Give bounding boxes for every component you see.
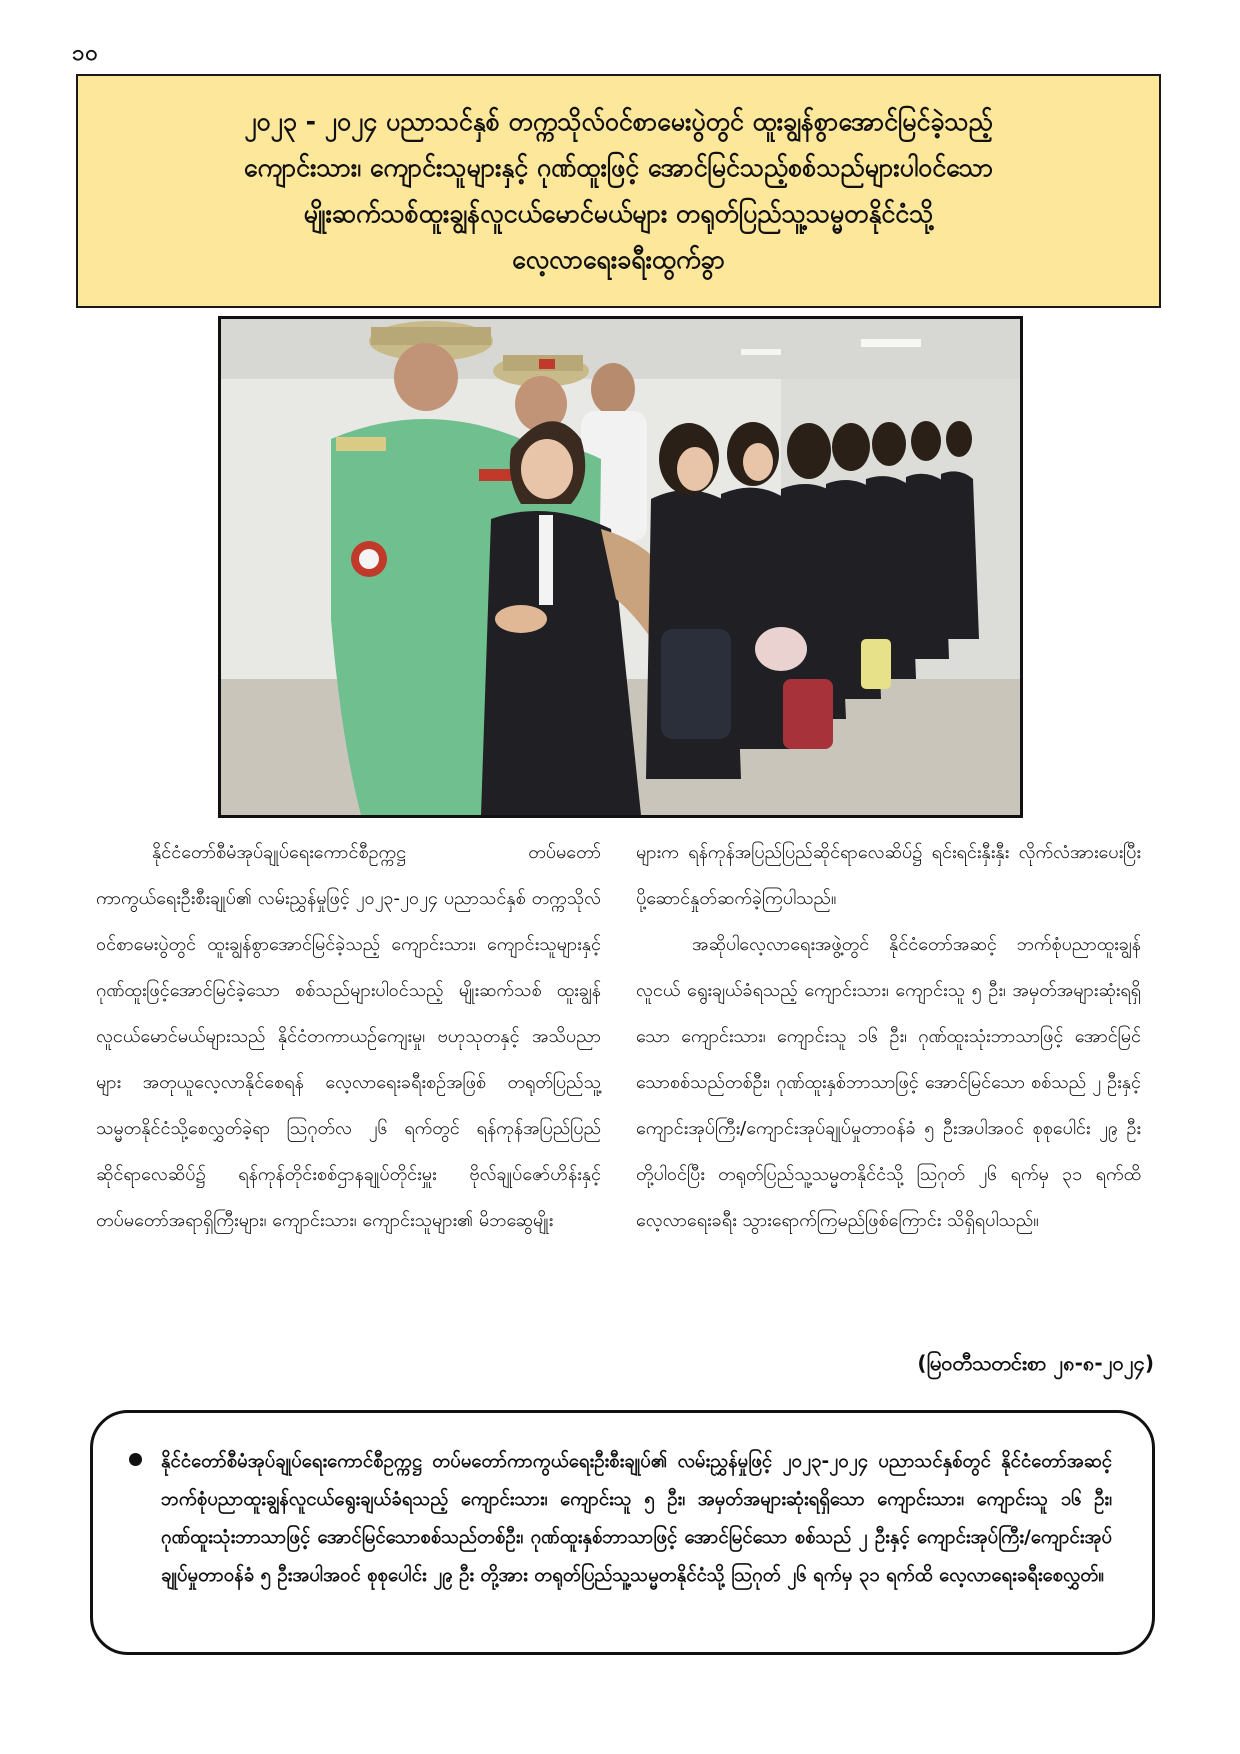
headline-line-1: ၂၀၂၃ - ၂၀၂၄ ပညာသင်နှစ် တက္ကသိုလ်ဝင်စာမေးပွဲတွင် ထူးချွန်စွာအောင်မြင်ခဲ့သည့် [244,107,993,136]
headline-line-2: ကျောင်းသား၊ ကျောင်းသူများနှင့် ဂုဏ်ထူးဖြင့် အောင်မြင်သည့်စစ်သည်များပါဝင်သော [243,153,994,182]
headline-line-3: မျိုးဆက်သစ်ထူးချွန်လူငယ်မောင်မယ်များ တရုတ်ပြည်သူ့သမ္မတနိုင်ငံသို့ [303,199,934,228]
article-column-right [636,830,1141,1244]
headline-box [76,74,1161,308]
article-paragraph-1-continued: များက ရန်ကုန်အပြည်ပြည်ဆိုင်ရာလေဆိပ်၌ ရင်းရင်းနှီးနှီး လိုက်လံအားပေးပြီး ပို့ဆောင်နှုတ်ဆက်ခဲ့ကြပါသည်။ [636,842,1141,909]
bullet-icon [129,1453,142,1466]
article-column-left [96,830,601,1244]
article-body [96,830,1156,1350]
summary-text: နိုင်ငံတော်စီမံအုပ်ချုပ်ရေးကောင်စီဥက္ကဋ္ဌ တပ်မတော်ကာကွယ်ရေးဦးစီးချုပ်၏ လမ်းညွှန်မှုဖြင့် ၂၀၂၃-၂၀၂၄ ပညာသင်နှစ်တွင် နိုင်ငံတော်အဆင့်ဘက်စုံပညာထူးချွန်လူငယ်ရွေးချယ်ခံရသည့် ကျောင်းသား၊ ကျောင်းသူ ၅ ဦး၊ အမှတ်အများဆုံးရရှိသော ကျောင်းသား၊ ကျောင်းသူ ၁၆ ဦး၊ ဂုဏ်ထူးသုံးဘာသာဖြင့် အောင်မြင်သောစစ်သည်တစ်ဦး၊ ဂုဏ်ထူးနှစ်ဘာသာဖြင့် အောင်မြင်သော စစ်သည် ၂ ဦးနှင့် ကျောင်းအုပ်ကြီး/ကျောင်းအုပ်ချုပ်မှုတာဝန်ခံ ၅ ဦးအပါအဝင် စုစုပေါင်း ၂၉ ဦး တို့အား တရုတ်ပြည်သူ့သမ္မတနိုင်ငံသို့ ဩဂုတ် ၂၆ ရက်မှ ၃၁ ရက်ထိ လေ့လာရေးခရီးစေလွှတ်။ [161,1451,1112,1586]
summary-box [90,1410,1155,1655]
page-number: ၁၀ [72,41,99,66]
photo-illustration [221,319,1020,815]
article-paragraph-1: နိုင်ငံတော်စီမံအုပ်ချုပ်ရေးကောင်စီဥက္ကဋ္ဌ တပ်မတော်ကာကွယ်ရေးဦးစီးချုပ်၏ လမ်းညွှန်မှုဖြင့် ၂၀၂၃-၂၀၂၄ ပညာသင်နှစ် တက္ကသိုလ်ဝင်စာမေးပွဲတွင် ထူးချွန်စွာအောင်မြင်ခဲ့သည့် ကျောင်းသား၊ ကျောင်းသူများနှင့် ဂုဏ်ထူးဖြင့်အောင်မြင်ခဲ့သော စစ်သည်များပါဝင်သည့် မျိုးဆက်သစ် ထူးချွန်လူငယ်မောင်မယ်များသည် နိုင်ငံတကာယဉ်ကျေးမှု၊ ဗဟုသုတနှင့် အသိပညာများ အတုယူလေ့လာနိုင်စေရန် လေ့လာရေးခရီးစဉ်အဖြစ် တရုတ်ပြည်သူ့သမ္မတနိုင်ငံသို့စေလွှတ်ခဲ့ရာ ဩဂုတ်လ ၂၆ ရက်တွင် ရန်ကုန်အပြည်ပြည်ဆိုင်ရာလေဆိပ်၌ ရန်ကုန်တိုင်းစစ်ဌာနချုပ်တိုင်းမှူး ဗိုလ်ချုပ်ဇော်ဟိန်းနှင့် တပ်မတော်အရာရှိကြီးများ၊ ကျောင်းသား၊ ကျောင်းသူများ၏ မိဘဆွေမျိုး [96,842,601,1231]
headline-line-4: လေ့လာရေးခရီးထွက်ခွာ [512,245,725,274]
source-credit: (မြဝတီသတင်းစာ ၂၈-၈-၂၀၂၄) [917,1351,1154,1375]
news-photo [218,316,1023,818]
article-paragraph-2: အဆိုပါလေ့လာရေးအဖွဲ့တွင် နိုင်ငံတော်အဆင့် ဘက်စုံပညာထူးချွန်လူငယ် ရွေးချယ်ခံရသည့် ကျောင်းသား၊ ကျောင်းသူ ၅ ဦး၊ အမှတ်အများဆုံးရရှိသော ကျောင်းသား၊ ကျောင်းသူ ၁၆ ဦး၊ ဂုဏ်ထူးသုံးဘာသာဖြင့် အောင်မြင်သောစစ်သည်တစ်ဦး၊ ဂုဏ်ထူးနှစ်ဘာသာဖြင့် အောင်မြင်သော စစ်သည် ၂ ဦးနှင့် ကျောင်းအုပ်ကြီး/ကျောင်းအုပ်ချုပ်မှုတာဝန်ခံ ၅ ဦးအပါအဝင် စုစုပေါင်း ၂၉ ဦး တို့ပါဝင်ပြီး တရုတ်ပြည်သူ့သမ္မတနိုင်ငံသို့ ဩဂုတ် ၂၆ ရက်မှ ၃၁ ရက်ထိ လေ့လာရေးခရီး သွားရောက်ကြမည်ဖြစ်ကြောင်း သိရှိရပါသည်။ [636,934,1141,1231]
